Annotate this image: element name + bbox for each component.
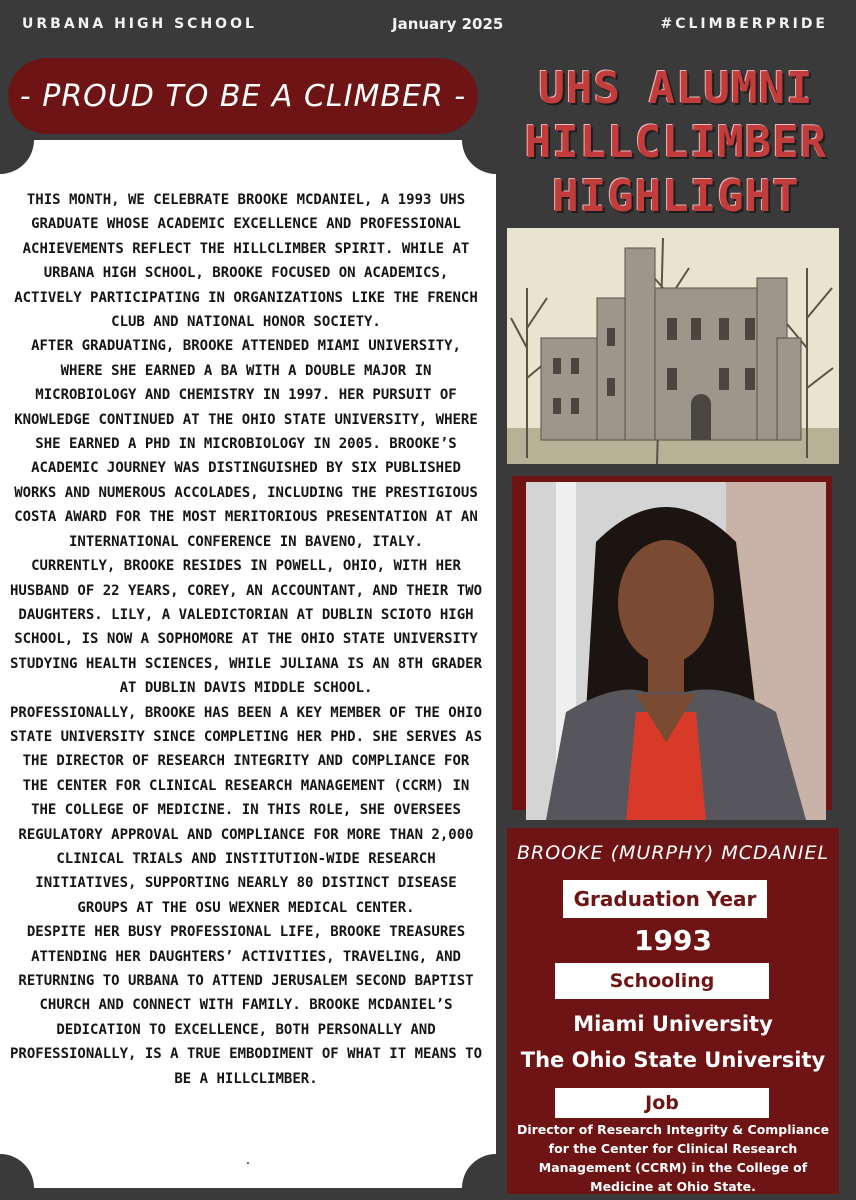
article-paragraph: DESPITE HER BUSY PROFESSIONAL LIFE, BROOKE TREASURES ATTENDING HER DAUGHTERS’ ACTIVITIES, TRAVELING, AND RETURNING TO URBANA TO ATTEND JERUSALEM SECOND BAPTIST CHURCH AND CONNECT WITH FAMILY. BROOKE MCDANIEL’S DEDICATION TO EXCELLENCE, BOTH PERSONALLY AND PROFESSIONALLY, IS A TRUE EMBODIMENT OF WHAT IT MEANS TO BE A HILLCLIMBER. [10,924,483,1087]
headline-line: HIGHLIGHT [552,171,800,222]
issue-date: January 2025 [392,15,504,33]
schooling-list [507,1006,839,1078]
headline-line: HILLCLIMBER [524,117,828,168]
school-item: Miami University [573,1012,773,1036]
article-paragraph: PROFESSIONALLY, BROOKE HAS BEEN A KEY MEMBER OF THE OHIO STATE UNIVERSITY SINCE COMPLETING HER PHD. SHE SERVES AS THE DIRECTOR OF RESEARCH INTEGRITY AND COMPLIANCE FOR THE CENTER FOR CLINICAL RESEARCH MANAGEMENT (CCRM) IN THE COLLEGE OF MEDICINE. IN THIS ROLE, SHE OVERSEES REGULATORY APPROVAL AND COMPLIANCE FOR MORE THAN 2,000 CLINICAL TRIALS AND INSTITUTION-WIDE RESEARCH INITIATIVES, SUPPORTING NEARLY 80 DISTINCT DISEASE GROUPS AT THE OSU WEXNER MEDICAL CENTER. [10,704,483,916]
school-item: The Ohio State University [520,1048,826,1072]
proud-banner-text: - PROUD TO BE A CLIMBER - [19,78,467,114]
graduation-year-value: 1993 [634,924,712,957]
alumni-name: BROOKE (MURPHY) MCDANIEL [516,842,830,864]
graduation-year-label: Graduation Year [563,880,767,918]
school-building-photo [507,228,839,464]
alumni-portrait-photo [526,482,826,820]
page-title [506,62,846,224]
school-name: URBANA HIGH SCHOOL [22,16,257,32]
schooling-label: Schooling [555,963,769,999]
end-mark: . [245,1152,251,1168]
headline-line: UHS ALUMNI [538,63,814,114]
job-label: Job [555,1088,769,1118]
article-paragraph: AFTER GRADUATING, BROOKE ATTENDED MIAMI UNIVERSITY, WHERE SHE EARNED A BA WITH A DOUBLE MAJOR IN MICROBIOLOGY AND CHEMISTRY IN 1997. HER PURSUIT OF KNOWLEDGE CONTINUED AT THE OHIO STATE UNIVERSITY, WHERE SHE EARNED A PHD IN MICROBIOLOGY IN 2005. BROOKE’S ACADEMIC JOURNEY WAS DISTINGUISHED BY SIX PUBLISHED WORKS AND NUMEROUS ACCOLADES, INCLUDING THE PRESTIGIOUS COSTA AWARD FOR THE MOST MERITORIOUS PRESENTATION AT AN INTERNATIONAL CONFERENCE IN BAVENO, ITALY. [14,338,478,550]
article-text [10,188,482,1091]
proud-banner [8,58,478,134]
hashtag: #CLIMBERPRIDE [660,16,828,32]
article-card [0,140,496,1188]
top-bar [0,0,856,52]
profile-box [507,828,839,1194]
article-paragraph: CURRENTLY, BROOKE RESIDES IN POWELL, OHIO, WITH HER HUSBAND OF 22 YEARS, COREY, AN ACCOUNTANT, AND THEIR TWO DAUGHTERS. LILY, A VALEDICTORIAN AT DUBLIN SCIOTO HIGH SCHOOL, IS NOW A SOPHOMORE AT THE OHIO STATE UNIVERSITY STUDYING HEALTH SCIENCES, WHILE JULIANA IS AN 8TH GRADER AT DUBLIN DAVIS MIDDLE SCHOOL. [10,558,483,697]
person-portrait-illustration [526,482,826,820]
castle-building-illustration [507,228,839,464]
article-paragraph: THIS MONTH, WE CELEBRATE BROOKE MCDANIEL, A 1993 UHS GRADUATE WHOSE ACADEMIC EXCELLENCE AND PROFESSIONAL ACHIEVEMENTS REFLECT THE HILLCLIMBER SPIRIT. WHILE AT URBANA HIGH SCHOOL, BROOKE FOCUSED ON ACADEMICS, ACTIVELY PARTICIPATING IN ORGANIZATIONS LIKE THE FRENCH CLUB AND NATIONAL HONOR SOCIETY. [14,192,478,331]
job-description: Director of Research Integrity & Compliance for the Center for Clinical Research Management (CCRM) in the College of Medicine at Ohio State. [516,1122,830,1194]
